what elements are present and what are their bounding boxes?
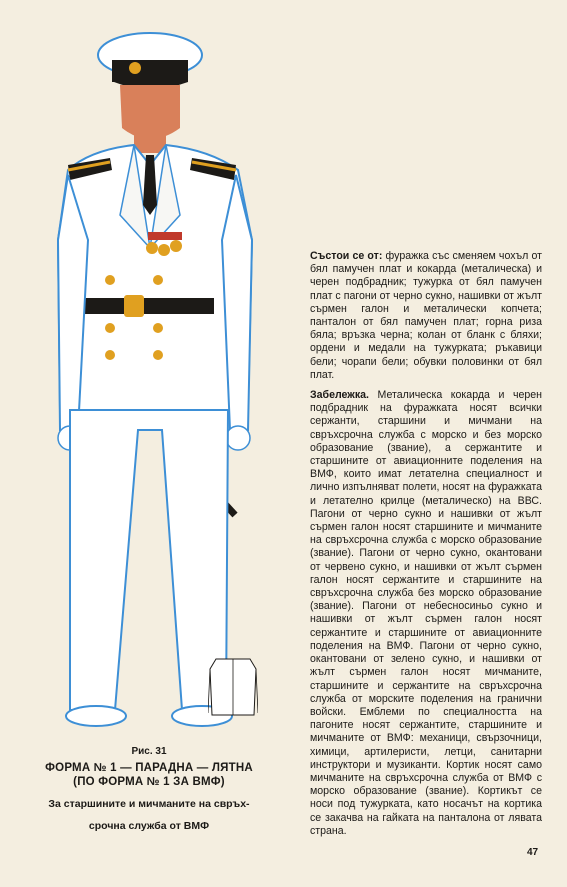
- button: [105, 323, 115, 333]
- medal-2: [158, 244, 170, 256]
- uniform-figure-drawing: [30, 10, 280, 740]
- uniform-illustration: [30, 10, 280, 740]
- cap-band: [112, 60, 188, 82]
- figure-number: Рис. 31: [131, 746, 167, 757]
- button: [105, 350, 115, 360]
- belt-buckle: [124, 295, 144, 317]
- cap-cockade: [129, 62, 141, 74]
- page-number: 47: [527, 847, 539, 858]
- composition-text: фуражка със сменяем чохъл от бял памучен плат и кокарда (металическа) и черен подбрадник; тужурка от бял памучен плат с пагони от черно сукно, нашивки от жълт сърмен галон и металически копчета; панталон от бял памучен плат; горна риза бяла; връзка черна; колан от бланк с бляхи; ордени и медали на тужурката; ръкавици бели; чорапи бели; обувки половинки от бял плат.: [310, 250, 543, 381]
- left-shoe: [66, 706, 126, 726]
- figure-subtitle-line-2: срочна служба от ВМФ: [88, 820, 210, 832]
- medal-ribbons: [148, 232, 182, 240]
- note-text: Металическа кокарда и черен подбрадник на фуражката носят всички сержанти, старшини и мичмани на свръхсрочна служба с морско и без морско образование (звание), а сержантите и старшините от авиационните поделения на ВМФ, които имат летателна специалност и лично изпълняват полети, носят на фуражката и летателно крилце (металическо) на ВВС. Пагони от черно сукно и нашивки от жълт сърмен галон носят старшините и мичманите на свръхсрочна служба с морско образование (звание). Пагони от черно сукно, окантовани от червено сукно, и нашивки от жълт сърмен галон носят сержантите и старшините на свръхсрочна служба без морско образование (звание). Пагони от небесносиньо сукно и нашивки от жълт сърмен галон носят сержантите и старшините от авиационните поделения на ВМФ. Пагони от черно сукно, окантовани от зелено сукно, и нашивки от жълт сърмен галон носят мичманите, старшините и сержантите на свръхсрочна служба от морските поделения на гранични войски. Емблеми по специалността на пагоните носят сержантите, старшините и мичманите от ВМФ: механици, свързочници, химици, артилеристи, летци, санитарни инструктори и музиканти. Кортик носят само мичманите на свръхсрочна служба от ВМФ с морско образование (звание). Кортикът се носи под тужурката, като носачът на кортика се закачва на гайката на панталона от лявата страна.: [310, 389, 543, 837]
- figure-title-line-1: ФОРМА № 1 — ПАРАДНА — ЛЯТНА: [45, 762, 253, 774]
- description-column: [310, 250, 542, 845]
- composition-paragraph: [310, 250, 542, 382]
- button: [153, 275, 163, 285]
- medal-3: [170, 240, 182, 252]
- figure-subtitle-line-1: За старшините и мичманите на свръх-: [48, 798, 250, 810]
- jacket-back-sketch: [208, 655, 258, 717]
- note-lead: Забележка.: [310, 389, 369, 402]
- composition-lead: Състои се от:: [310, 250, 383, 262]
- note-paragraph: [310, 389, 542, 838]
- right-glove: [226, 426, 250, 450]
- figure-caption: [14, 746, 284, 833]
- belt: [80, 298, 214, 314]
- button: [153, 350, 163, 360]
- button: [153, 323, 163, 333]
- trousers: [70, 410, 228, 710]
- jacket-back-view: [208, 655, 258, 717]
- figure-title-line-2: (ПО ФОРМА № 1 ЗА ВМФ): [73, 776, 225, 788]
- medal-1: [146, 242, 158, 254]
- button: [105, 275, 115, 285]
- face: [120, 85, 180, 139]
